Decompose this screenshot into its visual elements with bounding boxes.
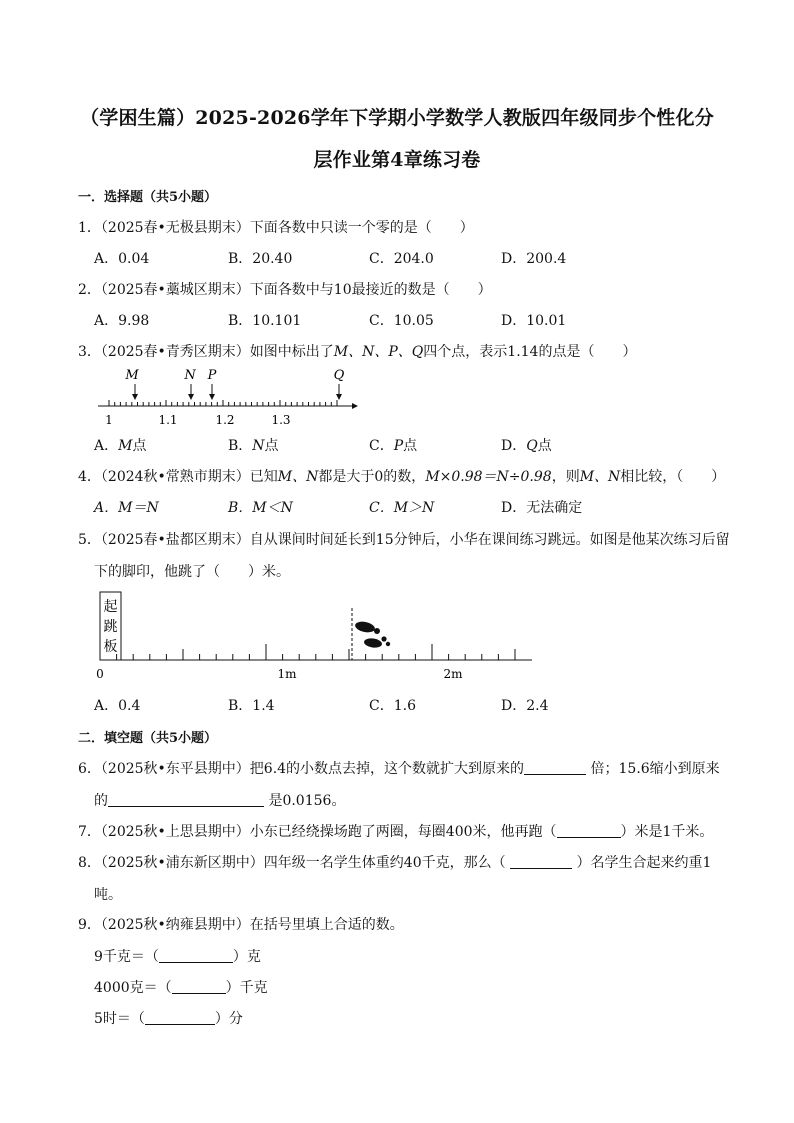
question-8-line-2: 吨。 — [94, 887, 122, 903]
q6-blank-1[interactable] — [524, 760, 586, 775]
q7-blank[interactable] — [557, 823, 621, 838]
ruler-label-2m: 2m — [443, 667, 463, 681]
number-line-arrowhead — [352, 403, 358, 409]
question-3 — [78, 341, 636, 361]
section-choice-heading: 一．选择题（共5小题） — [78, 190, 218, 205]
q1-option-a: A．0.04 — [94, 251, 150, 267]
q8-blank[interactable] — [510, 854, 572, 869]
point-n-marker — [183, 368, 196, 400]
q4-option-c: C．M＞N — [369, 500, 435, 516]
ruler-label-0: 0 — [96, 667, 104, 681]
ruler-ticks — [117, 644, 515, 660]
q3-option-a: A．M点 — [94, 438, 147, 454]
question-6-line-1: 6．（2025秋•东平县期中）把6.4的小数点去掉，这个数就扩大到原来的 倍；15.6缩小到原来 — [78, 761, 720, 777]
question-9: 9．（2025秋•纳雍县期中）在括号里填上合适的数。 — [78, 917, 404, 933]
q4-option-d: D．无法确定 — [501, 500, 583, 516]
number-line-figure — [90, 362, 370, 434]
q1-option-d: D．200.4 — [501, 251, 567, 267]
q4-option-a: A．M＝N — [94, 500, 159, 516]
footprint-icon — [354, 620, 390, 649]
question-5-line-1: 5．（2025春•盐都区期末）自从课间时间延长到15分钟后，小华在课间练习跳远。如图是他某次练习后留 — [78, 532, 730, 548]
question-4: 4．（2024秋•常熟市期末）已知M、N都是大于0的数，M×0.98＝N÷0.98，则M、N相比较，（ ） — [78, 469, 726, 485]
number-line-ticks — [109, 400, 337, 406]
section-fill-heading: 二．填空题（共5小题） — [78, 731, 218, 746]
q3-text-post: 四个点，表示1.14的点是（ ） — [423, 344, 637, 360]
ruler-label-1m: 1m — [277, 667, 297, 681]
q9-blank-2[interactable] — [172, 979, 226, 994]
tick-label-1-3: 1.3 — [271, 413, 291, 427]
q1-option-b: B．20.40 — [228, 251, 293, 267]
tick-label-1-2: 1.2 — [215, 413, 235, 427]
q9-row-1: 9千克＝（ ）克 — [94, 949, 261, 965]
point-q-marker — [334, 368, 345, 400]
q4-option-b: B．M＜N — [228, 500, 293, 516]
q9-row-2: 4000克＝（ ）千克 — [94, 980, 268, 996]
q3-option-c: C．P点 — [369, 438, 418, 454]
question-1: 1．（2025春•无极县期末）下面各数中只读一个零的是（ ） — [78, 220, 474, 236]
q9-blank-1[interactable] — [159, 948, 233, 963]
point-p-marker — [207, 368, 217, 400]
q3-text-pre: 3．（2025春•青秀区期末）如图中标出了 — [78, 344, 334, 360]
point-label-q: Q — [333, 368, 345, 383]
q3-option-b: B．N点 — [228, 438, 279, 454]
point-label-p: P — [207, 368, 217, 383]
q3-text-vars: M、N、P、Q — [333, 344, 424, 360]
question-7: 7．（2025秋•上思县期中）小东已经绕操场跑了两圈，每圈400米，他再跑（ ）米是1千米。 — [78, 824, 714, 840]
point-label-n: N — [184, 368, 196, 383]
tick-label-1-1: 1.1 — [158, 413, 178, 427]
q5-option-b: B．1.4 — [228, 698, 275, 714]
question-8-line-1: 8．（2025秋•浦东新区期中）四年级一名学生体重约40千克，那么（ ）名学生合起来约重1 — [78, 855, 712, 871]
board-label-2: 跳 — [103, 619, 118, 635]
q9-row-3: 5时＝（ ）分 — [94, 1011, 243, 1027]
q5-option-c: C．1.6 — [369, 698, 416, 714]
q5-option-a: A．0.4 — [94, 698, 141, 714]
title-line-1: （学困生篇）2025-2026学年下学期小学数学人教版四年级同步个性化分 — [80, 107, 714, 129]
board-label-1: 起 — [103, 599, 118, 615]
question-6-line-2: 的 是0.0156。 — [94, 793, 346, 809]
q1-option-c: C．204.0 — [369, 251, 434, 267]
point-m-marker — [124, 368, 139, 400]
long-jump-figure — [92, 590, 542, 689]
title-line-2: 层作业第4章练习卷 — [313, 149, 481, 171]
q3-option-d: D．Q点 — [501, 438, 552, 454]
board-label-3: 板 — [103, 639, 118, 655]
q9-blank-3[interactable] — [145, 1010, 215, 1025]
question-2: 2．（2025春•藁城区期末）下面各数中与10最接近的数是（ ） — [78, 282, 492, 298]
q2-option-d: D．10.01 — [501, 313, 567, 329]
q2-option-b: B．10.101 — [228, 313, 302, 329]
q2-option-c: C．10.05 — [369, 313, 434, 329]
tick-label-1: 1 — [105, 413, 113, 427]
q6-blank-2[interactable] — [108, 792, 264, 807]
point-label-m: M — [125, 368, 139, 383]
q2-option-a: A．9.98 — [94, 313, 150, 329]
q5-option-d: D．2.4 — [501, 698, 549, 714]
question-5-line-2: 下的脚印，他跳了（ ）米。 — [94, 564, 290, 580]
